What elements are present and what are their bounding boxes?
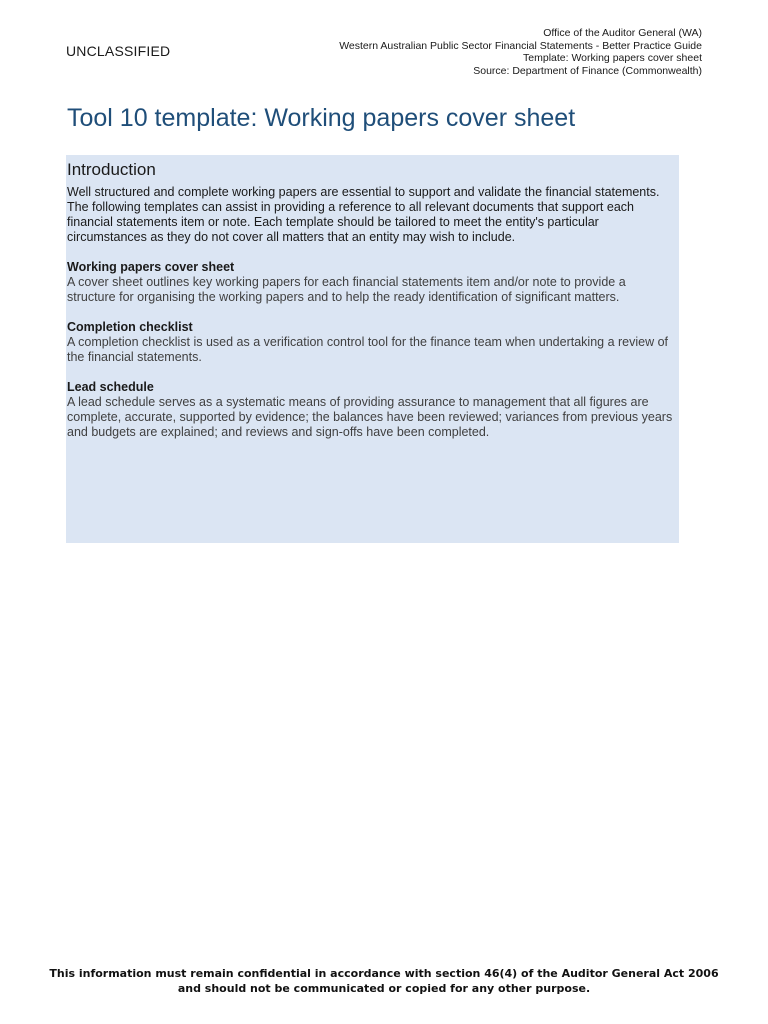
introduction-text: Well structured and complete working papers are essential to support and validate the financial statements. The following templates can assist in providing a reference to all relevant documents that support each financial statements item or note. Each template should be tailored to meet the entity's particular circumstances as they do not cover all matters that an entity may wish to include.: [67, 185, 660, 244]
section-heading: Completion checklist: [67, 320, 193, 334]
document-header-info: [339, 27, 702, 77]
classification-label: UNCLASSIFIED: [66, 43, 171, 59]
section-heading: Lead schedule: [67, 380, 154, 394]
section-completion-checklist: [67, 320, 677, 365]
section-text: A cover sheet outlines key working papers for each financial statements item and/or note to provide a structure for organising the working papers and to help the ready identification of significant matters.: [67, 275, 626, 304]
section-text: A completion checklist is used as a verification control tool for the finance team when undertaking a review of the financial statements.: [67, 335, 669, 364]
section-text: A lead schedule serves as a systematic means of providing assurance to management that all figures are complete, accurate, supported by evidence; the balances have been reviewed; variances from previous years and budgets are explained; and reviews and sign-offs have been completed.: [67, 395, 673, 439]
footer-line-2: and should not be communicated or copied for any other purpose.: [177, 981, 591, 995]
footer-line-1: This information must remain confidential in accordance with section 46(4) of the Auditor General Act 2006: [49, 967, 719, 980]
header-source-line: Source: Department of Finance (Commonwealth): [473, 64, 702, 77]
header-office-line: Office of the Auditor General (WA): [543, 27, 702, 39]
introduction-heading: Introduction: [67, 160, 156, 179]
header-template-line: Template: Working papers cover sheet: [523, 52, 702, 64]
introduction-box: [66, 155, 679, 543]
confidentiality-footer: [0, 967, 768, 996]
header-guide-line: Western Australian Public Sector Financial Statements - Better Practice Guide: [339, 39, 702, 52]
section-heading: Working papers cover sheet: [67, 260, 235, 274]
section-working-papers-cover-sheet: [67, 260, 677, 305]
section-lead-schedule: [67, 380, 677, 440]
page-title: Tool 10 template: Working papers cover sheet: [67, 104, 576, 132]
